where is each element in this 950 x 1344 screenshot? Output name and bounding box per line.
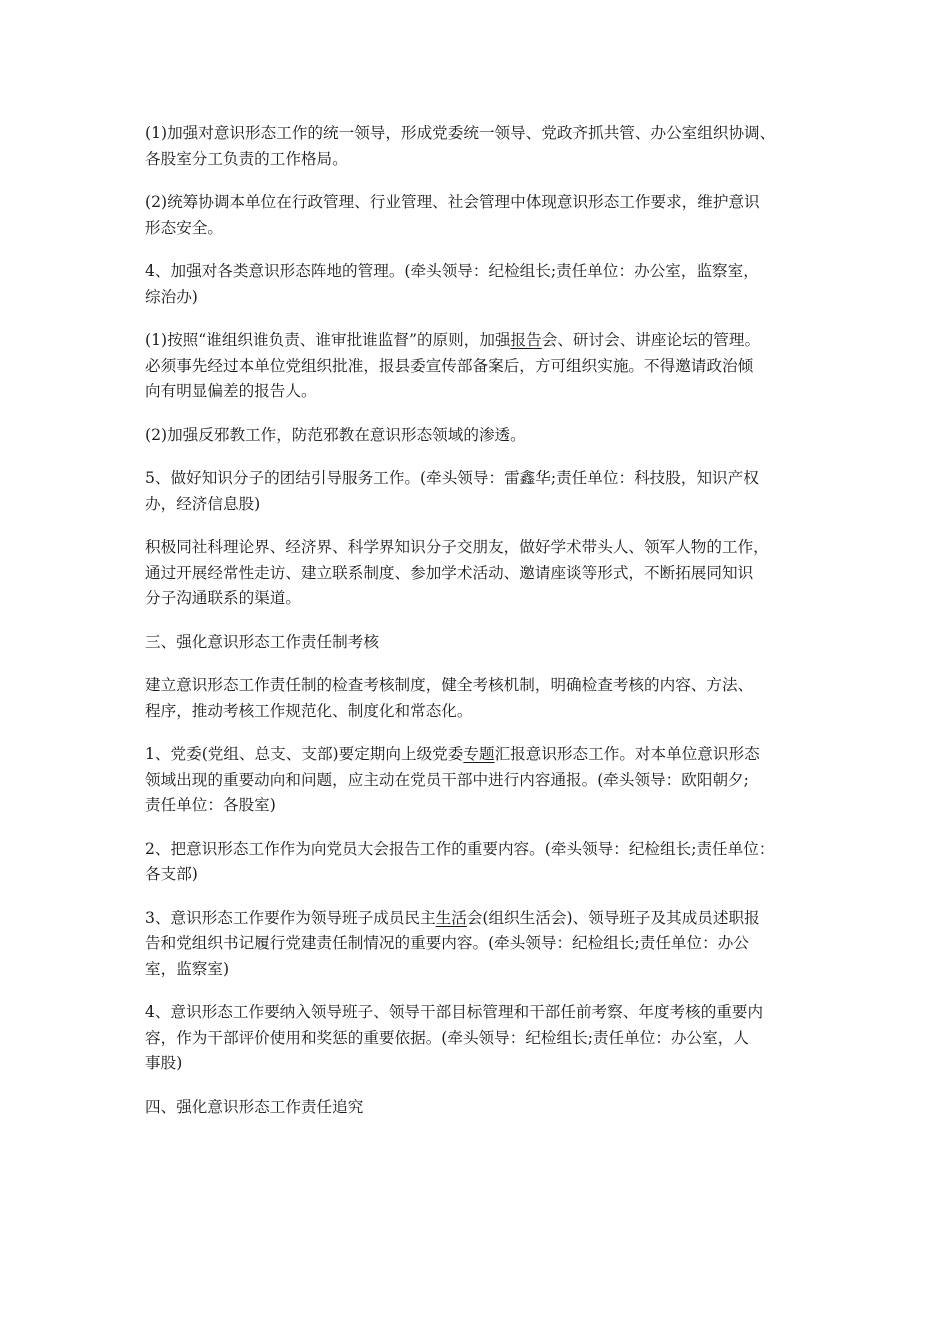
text-run: 各股室分工负责的工作格局。 xyxy=(145,149,348,168)
text-run: 四、强化意识形态工作责任追究 xyxy=(145,1097,364,1116)
text-line xyxy=(145,379,825,405)
text-line xyxy=(145,699,825,725)
text-run: 通过开展经常性走访、建立联系制度、参加学术活动、邀请座谈等形式，不断拓展同知识 xyxy=(145,563,754,582)
text-line xyxy=(145,1095,825,1121)
text-line xyxy=(145,1051,825,1077)
document-paragraph xyxy=(145,259,825,310)
text-run: 领域出现的重要动向和问题，应主动在党员干部中进行内容通报。(牵头领导：欧阳朝夕; xyxy=(145,770,749,789)
document-paragraph xyxy=(145,673,825,724)
text-run: 室，监察室) xyxy=(145,959,230,978)
text-line xyxy=(145,466,825,492)
text-line xyxy=(145,957,825,983)
text-run: (2)加强反邪教工作，防范邪教在意识形态领域的渗透。 xyxy=(145,425,526,444)
text-run: (1)按照“谁组织谁负责、谁审批谁监督”的原则，加强 xyxy=(145,331,511,349)
document-paragraph xyxy=(145,121,825,172)
text-line xyxy=(145,837,825,863)
text-line xyxy=(145,1026,825,1052)
text-run: 告和党组织书记履行党建责任制情况的重要内容。(牵头领导：纪检组长;责任单位：办公 xyxy=(145,934,749,952)
text-line xyxy=(145,492,825,518)
document-paragraph xyxy=(145,466,825,517)
text-line xyxy=(145,216,825,242)
document-paragraph xyxy=(145,328,825,405)
text-run: 会、研讨会、讲座论坛的管理。 xyxy=(541,331,761,349)
text-line xyxy=(145,535,825,561)
text-run: 积极同社科理论界、经济界、科学界知识分子交朋友，做好学术带头人、领军人物的工作， xyxy=(145,538,769,556)
text-run: 1、党委(党组、总支、支部)要定期向上级党委 xyxy=(145,745,464,763)
document-paragraph xyxy=(145,630,825,656)
text-run: 建立意识形态工作责任制的检查考核制度，健全考核机制，明确检查考核的内容、方法、 xyxy=(145,676,754,694)
text-line xyxy=(145,742,825,768)
text-run: (2)统筹协调本单位在行政管理、行业管理、社会管理中体现意识形态工作要求，维护意识 xyxy=(145,193,760,211)
document-paragraph xyxy=(145,1000,825,1077)
text-line xyxy=(145,1000,825,1026)
text-line xyxy=(145,285,825,311)
text-run: (1)加强对意识形态工作的统一领导，形成党委统一领导、党政齐抓共管、办公室组织协调、 xyxy=(145,124,776,142)
document-paragraph xyxy=(145,837,825,888)
text-line xyxy=(145,423,825,449)
text-run: 4、意识形态工作要纳入领导班子、领导干部目标管理和干部任前考察、年度考核的重要内 xyxy=(145,1003,764,1021)
text-line xyxy=(145,328,825,354)
text-run: 综治办) xyxy=(145,287,198,306)
underlined-link-text[interactable]: 专题 xyxy=(463,745,495,763)
text-run: 向有明显偏差的报告人。 xyxy=(145,382,317,400)
text-line xyxy=(145,630,825,656)
text-run: 程序，推动考核工作规范化、制度化和常态化。 xyxy=(145,701,473,720)
text-run: 容，作为干部评价使用和奖惩的重要依据。(牵头领导：纪检组长;责任单位：办公室，人 xyxy=(145,1028,749,1047)
document-page xyxy=(145,121,825,1138)
underlined-link-text[interactable]: 报告 xyxy=(510,331,542,349)
text-line xyxy=(145,862,825,888)
text-line xyxy=(145,793,825,819)
text-line xyxy=(145,354,825,380)
document-paragraph xyxy=(145,742,825,819)
text-run: 4、加强对各类意识形态阵地的管理。(牵头领导：纪检组长;责任单位：办公室，监察室， xyxy=(145,262,759,280)
text-line xyxy=(145,673,825,699)
document-paragraph xyxy=(145,906,825,983)
text-run: 分子沟通联系的渠道。 xyxy=(145,589,301,607)
text-run: 5、做好知识分子的团结引导服务工作。(牵头领导：雷鑫华;责任单位：科技股，知识产权 xyxy=(145,469,759,487)
document-paragraph xyxy=(145,190,825,241)
text-line xyxy=(145,121,825,147)
text-run: 必须事先经过本单位党组织批准，报县委宣传部备案后，方可组织实施。不得邀请政治倾 xyxy=(145,356,754,375)
text-run: 责任单位：各股室) xyxy=(145,796,276,814)
text-line xyxy=(145,259,825,285)
document-paragraph xyxy=(145,535,825,612)
text-line xyxy=(145,561,825,587)
text-line xyxy=(145,768,825,794)
text-run: 三、强化意识形态工作责任制考核 xyxy=(145,632,379,651)
text-run: 3、意识形态工作要作为领导班子成员民主 xyxy=(145,908,436,927)
text-run: 各支部) xyxy=(145,865,198,883)
text-line xyxy=(145,190,825,216)
text-line xyxy=(145,931,825,957)
text-line xyxy=(145,147,825,173)
document-paragraph xyxy=(145,423,825,449)
underlined-link-text[interactable]: 生活 xyxy=(435,908,467,927)
text-run: 2、把意识形态工作作为向党员大会报告工作的重要内容。(牵头领导：纪检组长;责任单位： xyxy=(145,839,775,858)
text-run: 汇报意识形态工作。对本单位意识形态 xyxy=(494,745,760,763)
text-run: 事股) xyxy=(145,1054,183,1072)
text-run: 办，经济信息股) xyxy=(145,494,261,513)
text-run: 会(组织生活会)、领导班子及其成员述职报 xyxy=(466,908,760,927)
document-paragraph xyxy=(145,1095,825,1121)
text-line xyxy=(145,906,825,932)
text-run: 形态安全。 xyxy=(145,218,223,237)
text-line xyxy=(145,586,825,612)
